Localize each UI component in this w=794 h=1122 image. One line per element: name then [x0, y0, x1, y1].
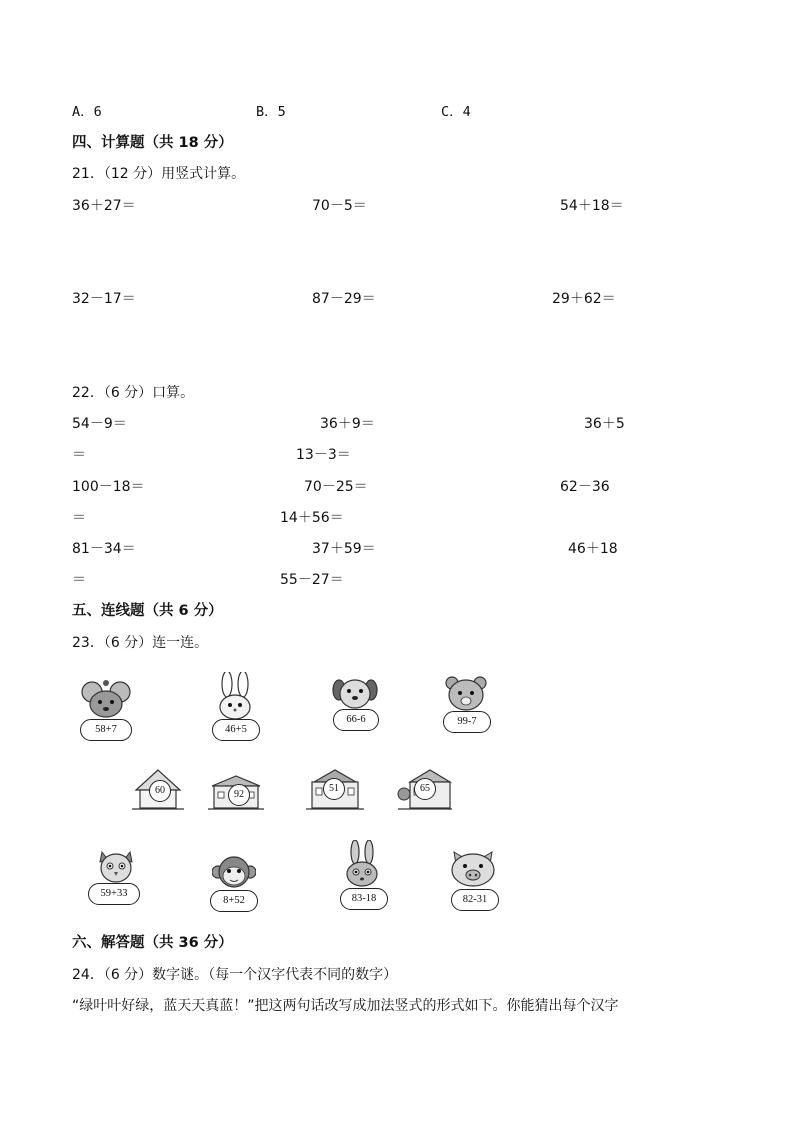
expr-tag: 59+33 [88, 883, 140, 905]
mouse-icon [80, 680, 132, 720]
house-number: 92 [228, 784, 250, 806]
pig-icon [448, 848, 498, 888]
section-6-title: 六、解答题（共 36 分） [72, 935, 233, 951]
mental-item: 55－27＝ [280, 572, 344, 588]
mental-item: 46＋18 [568, 541, 618, 557]
mental-item: 81－34＝ [72, 541, 136, 557]
section-4-title: 四、计算题（共 18 分） [72, 135, 233, 151]
mental-item: ＝ [72, 572, 86, 588]
question-23-stem: 23．（6 分）连一连。 [72, 635, 209, 651]
calc-item: 54＋18＝ [560, 198, 624, 214]
mental-item: 36＋5 [584, 416, 625, 432]
house-number: 51 [323, 778, 345, 800]
option-b: B．5 [256, 104, 286, 120]
calc-item: 32－17＝ [72, 291, 136, 307]
mental-item: ＝ [72, 510, 86, 526]
calc-item: 29＋62＝ [552, 291, 616, 307]
option-a: A．6 [72, 104, 102, 120]
bear-icon [444, 676, 488, 712]
dog-icon [332, 676, 378, 710]
calc-item: 70－5＝ [312, 198, 367, 214]
mental-item: 37＋59＝ [312, 541, 376, 557]
question-24-text: “绿叶叶好绿，蓝天天真蓝！”把这两句话改写成加法竖式的形式如下。你能猜出每个汉字 [72, 998, 619, 1014]
house-number: 65 [414, 778, 436, 800]
option-c: C．4 [441, 104, 471, 120]
expr-tag: 83-18 [340, 888, 388, 910]
mental-item: 36＋9＝ [320, 416, 375, 432]
mental-item: 14＋56＝ [280, 510, 344, 526]
expr-tag: 66-6 [333, 709, 379, 731]
expr-tag: 58+7 [80, 719, 132, 741]
mental-item: 100－18＝ [72, 479, 145, 495]
calc-item: 36＋27＝ [72, 198, 136, 214]
bird-icon [96, 848, 136, 884]
rabbit-icon [342, 840, 382, 888]
question-21-stem: 21．（12 分）用竖式计算。 [72, 166, 246, 182]
expr-tag: 82-31 [451, 889, 499, 911]
mental-item: 62－36 [560, 479, 610, 495]
monkey-icon [212, 854, 256, 890]
question-24-stem: 24．（6 分）数字谜。（每一个汉字代表不同的数字） [72, 967, 398, 983]
expr-tag: 46+5 [212, 719, 260, 741]
section-5-title: 五、连线题（共 6 分） [72, 603, 223, 619]
mental-item: 13－3＝ [296, 447, 351, 463]
mental-item: 70－25＝ [304, 479, 368, 495]
question-22-stem: 22．（6 分）口算。 [72, 385, 195, 401]
mental-item: 54－9＝ [72, 416, 127, 432]
mental-item: ＝ [72, 447, 86, 463]
expr-tag: 99-7 [443, 711, 491, 733]
rabbit-icon [213, 672, 257, 720]
calc-item: 87－29＝ [312, 291, 376, 307]
expr-tag: 8+52 [210, 890, 258, 912]
house-number: 60 [149, 780, 171, 802]
